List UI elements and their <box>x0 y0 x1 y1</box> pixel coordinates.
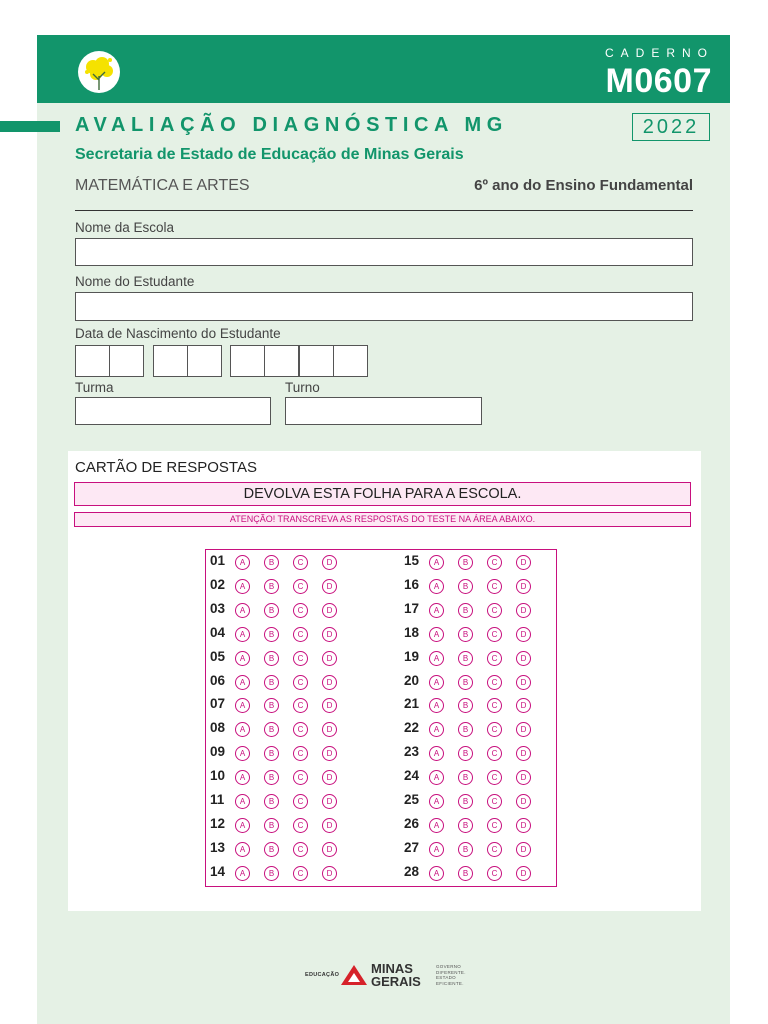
answer-bubble-d[interactable]: D <box>516 698 531 713</box>
answer-bubble-d[interactable]: D <box>516 555 531 570</box>
answer-bubble-d[interactable]: D <box>322 722 337 737</box>
answer-bubble-b[interactable]: B <box>264 555 279 570</box>
answer-bubble-b[interactable]: B <box>264 651 279 666</box>
answer-bubble-b[interactable]: B <box>264 746 279 761</box>
question-number: 26 <box>404 815 420 831</box>
birth-year-digit-3[interactable] <box>299 345 334 377</box>
answer-bubble-c[interactable]: C <box>487 842 502 857</box>
answer-bubble-a[interactable]: A <box>429 770 444 785</box>
answer-bubble-c[interactable]: C <box>293 651 308 666</box>
answer-card <box>68 451 701 911</box>
question-number: 15 <box>404 553 420 568</box>
answer-bubble-a[interactable]: A <box>429 794 444 809</box>
footer-gov-line-1: GOVERNO <box>436 964 462 969</box>
answer-bubble-a[interactable]: A <box>429 579 444 594</box>
answer-bubble-d[interactable]: D <box>516 866 531 881</box>
answer-bubble-c[interactable]: C <box>293 579 308 594</box>
answer-bubble-c[interactable]: C <box>487 579 502 594</box>
answer-bubble-a[interactable]: A <box>235 651 250 666</box>
answer-bubble-d[interactable]: D <box>322 770 337 785</box>
return-notice-banner: DEVOLVA ESTA FOLHA PARA A ESCOLA. <box>74 482 691 506</box>
answer-bubble-a[interactable]: A <box>429 818 444 833</box>
answer-bubble-b[interactable]: B <box>264 579 279 594</box>
footer-gov-line-2: DIFERENTE. <box>436 969 466 975</box>
answer-bubble-c[interactable]: C <box>293 842 308 857</box>
answer-bubble-c[interactable]: C <box>487 866 502 881</box>
answer-bubble-d[interactable]: D <box>322 818 337 833</box>
answer-bubble-b[interactable]: B <box>264 770 279 785</box>
answer-bubble-a[interactable]: A <box>429 627 444 642</box>
answer-bubble-c[interactable]: C <box>293 675 308 690</box>
answer-bubble-c[interactable]: C <box>487 675 502 690</box>
answer-bubble-b[interactable]: B <box>458 627 473 642</box>
minas-gerais-triangle-icon <box>340 964 368 986</box>
answer-bubble-b[interactable]: B <box>458 746 473 761</box>
answer-bubble-a[interactable]: A <box>429 866 444 881</box>
answer-bubble-d[interactable]: D <box>322 579 337 594</box>
question-number: 03 <box>210 600 226 616</box>
birth-year-digit-2[interactable] <box>264 345 299 377</box>
answer-bubble-a[interactable]: A <box>235 555 250 570</box>
answer-bubble-b[interactable]: B <box>458 579 473 594</box>
answer-bubble-d[interactable]: D <box>516 579 531 594</box>
footer-education-label: EDUCAÇÃO <box>305 972 340 978</box>
answer-bubble-b[interactable]: B <box>264 866 279 881</box>
question-number: 14 <box>210 863 226 879</box>
answer-bubble-a[interactable]: A <box>235 603 250 618</box>
answer-bubble-c[interactable]: C <box>487 627 502 642</box>
question-number: 17 <box>404 600 420 616</box>
birth-month-digit-1[interactable] <box>153 345 188 377</box>
caderno-label: CADERNO <box>604 46 714 60</box>
answer-bubble-b[interactable]: B <box>458 818 473 833</box>
answer-bubble-a[interactable]: A <box>235 675 250 690</box>
footer-state-name <box>371 962 421 988</box>
answer-bubble-c[interactable]: C <box>293 866 308 881</box>
footer-gerais: GERAIS <box>371 974 421 989</box>
answer-grid <box>205 549 557 887</box>
answer-bubble-a[interactable]: A <box>429 722 444 737</box>
answer-bubble-a[interactable]: A <box>235 770 250 785</box>
answer-bubble-c[interactable]: C <box>487 603 502 618</box>
answer-bubble-b[interactable]: B <box>264 675 279 690</box>
footer-minas: MINAS <box>371 961 413 976</box>
birth-day-digit-1[interactable] <box>75 345 110 377</box>
answer-bubble-b[interactable]: B <box>264 722 279 737</box>
question-number: 07 <box>210 696 226 712</box>
birth-date-label: Data de Nascimento do Estudante <box>75 326 281 341</box>
question-number: 05 <box>210 648 226 664</box>
answer-bubble-d[interactable]: D <box>322 866 337 881</box>
answer-bubble-a[interactable]: A <box>235 794 250 809</box>
birth-year-digit-4[interactable] <box>333 345 368 377</box>
answer-bubble-b[interactable]: B <box>458 842 473 857</box>
answer-bubble-b[interactable]: B <box>264 603 279 618</box>
question-number: 19 <box>404 648 420 664</box>
student-name-label: Nome do Estudante <box>75 274 195 289</box>
attention-banner: ATENÇÃO! TRANSCREVA AS RESPOSTAS DO TESTE NA ÁREA ABAIXO. <box>74 512 691 527</box>
answer-bubble-c[interactable]: C <box>293 603 308 618</box>
birth-day-digit-2[interactable] <box>109 345 144 377</box>
answer-bubble-a[interactable]: A <box>429 651 444 666</box>
question-number: 04 <box>210 624 226 640</box>
answer-bubble-a[interactable]: A <box>429 746 444 761</box>
page-title: AVALIAÇÃO DIAGNÓSTICA MG <box>75 114 508 136</box>
answer-bubble-d[interactable]: D <box>516 842 531 857</box>
footer-gov-line-3: ESTADO <box>436 975 456 980</box>
answer-bubble-c[interactable]: C <box>293 794 308 809</box>
answer-bubble-d[interactable]: D <box>516 627 531 642</box>
answer-bubble-b[interactable]: B <box>458 603 473 618</box>
question-number: 28 <box>404 863 420 879</box>
question-number: 01 <box>210 553 226 568</box>
answer-bubble-b[interactable]: B <box>458 770 473 785</box>
answer-bubble-d[interactable]: D <box>516 770 531 785</box>
answer-bubble-c[interactable]: C <box>293 770 308 785</box>
answer-card-title: CARTÃO DE RESPOSTAS <box>75 459 257 476</box>
accent-bar <box>0 121 60 132</box>
answer-bubble-b[interactable]: B <box>458 722 473 737</box>
answer-bubble-b[interactable]: B <box>458 555 473 570</box>
answer-bubble-a[interactable]: A <box>235 746 250 761</box>
header-band <box>37 35 730 103</box>
answer-bubble-d[interactable]: D <box>516 746 531 761</box>
answer-bubble-c[interactable]: C <box>293 746 308 761</box>
answer-bubble-d[interactable]: D <box>516 818 531 833</box>
answer-bubble-c[interactable]: C <box>487 794 502 809</box>
answer-bubble-b[interactable]: B <box>458 675 473 690</box>
question-number: 16 <box>404 576 420 592</box>
answer-bubble-b[interactable]: B <box>264 794 279 809</box>
answer-bubble-d[interactable]: D <box>322 603 337 618</box>
answer-bubble-d[interactable]: D <box>516 675 531 690</box>
answer-bubble-c[interactable]: C <box>487 818 502 833</box>
question-number: 13 <box>210 839 226 855</box>
question-number: 06 <box>210 672 226 688</box>
secretariat-subtitle: Secretaria de Estado de Educação de Minas Gerais <box>75 146 464 163</box>
school-name-field[interactable] <box>75 238 693 266</box>
question-number: 11 <box>210 792 225 807</box>
answer-bubble-d[interactable]: D <box>322 842 337 857</box>
answer-bubble-a[interactable]: A <box>235 818 250 833</box>
answer-bubble-b[interactable]: B <box>458 651 473 666</box>
answer-bubble-b[interactable]: B <box>458 698 473 713</box>
answer-bubble-a[interactable]: A <box>429 555 444 570</box>
shift-field[interactable] <box>285 397 482 425</box>
answer-bubble-b[interactable]: B <box>264 842 279 857</box>
grade-label: 6º ano do Ensino Fundamental <box>474 177 693 194</box>
answer-bubble-a[interactable]: A <box>235 842 250 857</box>
answer-bubble-a[interactable]: A <box>429 698 444 713</box>
booklet-code: M0607 <box>605 62 712 100</box>
question-number: 25 <box>404 792 420 807</box>
question-number: 24 <box>404 768 420 784</box>
question-number: 12 <box>210 815 226 831</box>
answer-bubble-a[interactable]: A <box>235 722 250 737</box>
answer-bubble-d[interactable]: D <box>516 603 531 618</box>
shift-label: Turno <box>285 380 320 395</box>
question-number: 22 <box>404 720 420 736</box>
answer-bubble-d[interactable]: D <box>516 794 531 809</box>
answer-bubble-c[interactable]: C <box>487 770 502 785</box>
answer-bubble-b[interactable]: B <box>264 818 279 833</box>
answer-bubble-d[interactable]: D <box>516 651 531 666</box>
answer-bubble-b[interactable]: B <box>264 698 279 713</box>
student-name-field[interactable] <box>75 292 693 321</box>
answer-bubble-a[interactable]: A <box>429 675 444 690</box>
answer-bubble-d[interactable]: D <box>322 555 337 570</box>
answer-bubble-d[interactable]: D <box>322 675 337 690</box>
answer-bubble-b[interactable]: B <box>264 627 279 642</box>
class-label: Turma <box>75 380 114 395</box>
footer-logo <box>305 960 475 990</box>
question-number: 27 <box>404 839 420 855</box>
birth-month-digit-2[interactable] <box>187 345 222 377</box>
question-number: 18 <box>404 624 420 640</box>
answer-bubble-a[interactable]: A <box>429 603 444 618</box>
answer-bubble-c[interactable]: C <box>487 698 502 713</box>
answer-bubble-c[interactable]: C <box>293 627 308 642</box>
yellow-tree-logo-icon <box>77 50 121 94</box>
divider <box>75 210 693 211</box>
answer-bubble-a[interactable]: A <box>235 866 250 881</box>
class-field[interactable] <box>75 397 271 425</box>
answer-bubble-d[interactable]: D <box>516 722 531 737</box>
footer-gov-line-4: EFICIENTE. <box>436 980 464 986</box>
answer-bubble-c[interactable]: C <box>293 698 308 713</box>
answer-bubble-b[interactable]: B <box>458 866 473 881</box>
answer-bubble-b[interactable]: B <box>458 794 473 809</box>
question-number: 09 <box>210 744 226 760</box>
answer-bubble-c[interactable]: C <box>293 818 308 833</box>
answer-bubble-c[interactable]: C <box>293 722 308 737</box>
answer-bubble-a[interactable]: A <box>235 627 250 642</box>
answer-bubble-c[interactable]: C <box>487 651 502 666</box>
answer-bubble-a[interactable]: A <box>235 579 250 594</box>
year-badge: 2022 <box>632 113 710 141</box>
question-number: 02 <box>210 576 226 592</box>
answer-bubble-a[interactable]: A <box>235 698 250 713</box>
question-number: 10 <box>210 768 226 784</box>
question-number: 08 <box>210 720 226 736</box>
answer-bubble-d[interactable]: D <box>322 746 337 761</box>
answer-bubble-a[interactable]: A <box>429 842 444 857</box>
subject-label: MATEMÁTICA E ARTES <box>75 177 250 194</box>
question-number: 21 <box>404 696 420 712</box>
question-number: 20 <box>404 672 420 688</box>
question-number: 23 <box>404 744 420 760</box>
answer-bubble-d[interactable]: D <box>322 698 337 713</box>
footer-government-slogan <box>436 964 466 986</box>
school-name-label: Nome da Escola <box>75 220 175 235</box>
answer-bubble-d[interactable]: D <box>322 627 337 642</box>
answer-bubble-c[interactable]: C <box>293 555 308 570</box>
answer-bubble-c[interactable]: C <box>487 722 502 737</box>
answer-bubble-c[interactable]: C <box>487 555 502 570</box>
birth-year-digit-1[interactable] <box>230 345 265 377</box>
answer-bubble-d[interactable]: D <box>322 794 337 809</box>
answer-bubble-d[interactable]: D <box>322 651 337 666</box>
answer-bubble-c[interactable]: C <box>487 746 502 761</box>
